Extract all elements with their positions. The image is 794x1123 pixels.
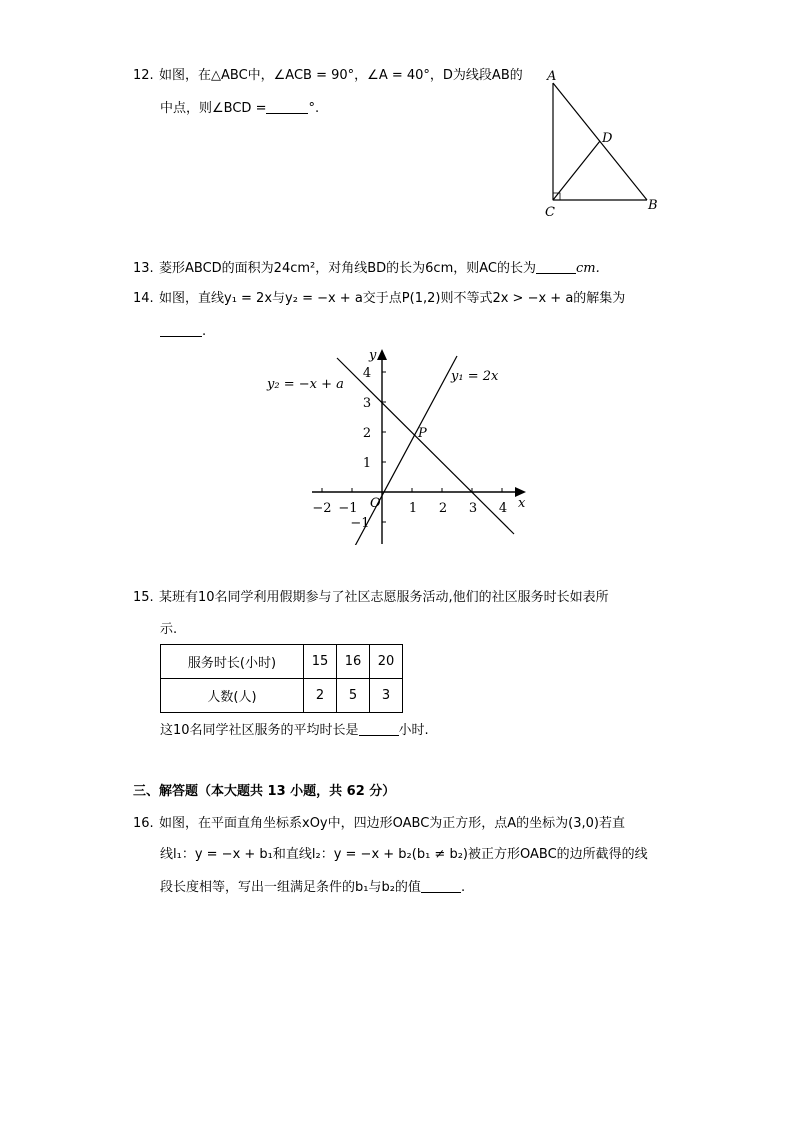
x-tick-label: 3 (468, 501, 478, 516)
line-y2 (337, 358, 514, 534)
q12-triangle-figure (540, 66, 670, 216)
q13-number: 13. (133, 261, 154, 276)
q16-text-line1: 如图，在平面直角坐标系xOy中，四边形OABC为正方形，点A的坐标为(3,0)若直 (159, 816, 625, 831)
q13-text: 菱形ABCD的面积为24cm²，对角线BD的长为6cm，则AC的长为 (159, 261, 536, 276)
q15-number: 15. (133, 590, 154, 605)
origin-label: O (370, 496, 381, 511)
label-a: A (547, 69, 557, 84)
q15-line1 (133, 589, 609, 607)
line-y2-label: y₂ = −x + a (267, 377, 344, 392)
section-3-title: 三、解答题（本大题共 13 小题，共 62 分） (133, 784, 396, 799)
y-tick-label: −1 (350, 516, 370, 531)
table-cell: 3 (370, 679, 403, 713)
y-tick-label: 3 (362, 396, 372, 411)
q16-line2 (160, 846, 648, 864)
q15-answer-line (160, 721, 429, 740)
q16-line1 (133, 815, 625, 833)
q14-text-line1: 如图，直线y₁ = 2x与y₂ = −x + a交于点P(1,2)则不等式2x > −x + a的解集为 (159, 291, 626, 306)
label-c: C (545, 205, 555, 216)
x-axis-label: x (518, 496, 526, 511)
q12-line2 (160, 99, 319, 118)
point-p-label: P (418, 426, 427, 441)
y-axis-arrow (377, 349, 387, 360)
table-cell: 16 (337, 645, 370, 679)
q16-suffix: . (460, 880, 466, 895)
q16-text-line2: 线l₁：y = −x + b₁和直线l₂：y = −x + b₂(b₁ ≠ b₂)被正方形OABC的边所截得的线 (160, 847, 648, 862)
table-header-cell: 人数(人) (161, 679, 304, 713)
y-tick-label: 4 (362, 366, 372, 381)
label-d: D (602, 131, 613, 146)
q16-answer-blank[interactable] (421, 878, 461, 893)
table-cell: 2 (304, 679, 337, 713)
y-axis-label: y (369, 348, 377, 363)
q12-text-line1: 如图，在△ABC中，∠ACB = 90°，∠A = 40°，D为线段AB的 (159, 68, 523, 83)
q14-answer-blank[interactable] (160, 322, 202, 337)
q16-number: 16. (133, 816, 154, 831)
segment-cd (553, 141, 600, 200)
x-tick-label: 4 (498, 501, 508, 516)
q15-data-table (160, 644, 403, 713)
q15-answer-suffix: 小时. (398, 723, 429, 738)
q15-line2 (160, 621, 177, 639)
line-y1-label: y₁ = 2x (451, 369, 499, 384)
q12-answer-blank[interactable] (266, 99, 308, 114)
q14-line2 (160, 322, 206, 341)
q15-text-line1: 某班有10名同学利用假期参与了社区志愿服务活动,他们的社区服务时长如表所 (159, 590, 609, 605)
x-tick-label: −1 (338, 501, 358, 516)
q12-number: 12. (133, 68, 154, 83)
q12-text-line2: 中点，则∠BCD = (160, 101, 267, 116)
x-tick-label: 2 (438, 501, 448, 516)
y-tick-label: 2 (362, 426, 372, 441)
q16-line3 (160, 878, 465, 897)
table-header-cell: 服务时长(小时) (161, 645, 304, 679)
q14-number: 14. (133, 291, 154, 306)
q12-line1 (133, 67, 523, 85)
table-cell: 15 (304, 645, 337, 679)
q15-answer-blank[interactable] (359, 721, 399, 736)
line-y1 (355, 356, 457, 545)
q16-text-line3: 段长度相等，写出一组满足条件的b₁与b₂的值 (160, 880, 421, 895)
q13-answer-blank[interactable] (536, 259, 576, 274)
x-tick-label: 1 (408, 501, 418, 516)
q12-text-suffix: °. (308, 101, 320, 116)
y-tick-label: 1 (362, 456, 372, 471)
table-cell: 20 (370, 645, 403, 679)
q13-line (133, 259, 600, 278)
q15-text-line2: 示. (160, 622, 178, 637)
table-row (161, 679, 403, 713)
table-row (161, 645, 403, 679)
q14-line1 (133, 290, 625, 308)
q14-graph (262, 345, 542, 545)
table-cell: 5 (337, 679, 370, 713)
label-b: B (648, 198, 658, 213)
section-3-heading (133, 783, 395, 801)
q13-unit: cm. (576, 261, 600, 276)
q15-answer-text: 这10名同学社区服务的平均时长是 (160, 723, 359, 738)
x-tick-label: −2 (312, 501, 332, 516)
q14-suffix: . (202, 324, 207, 339)
